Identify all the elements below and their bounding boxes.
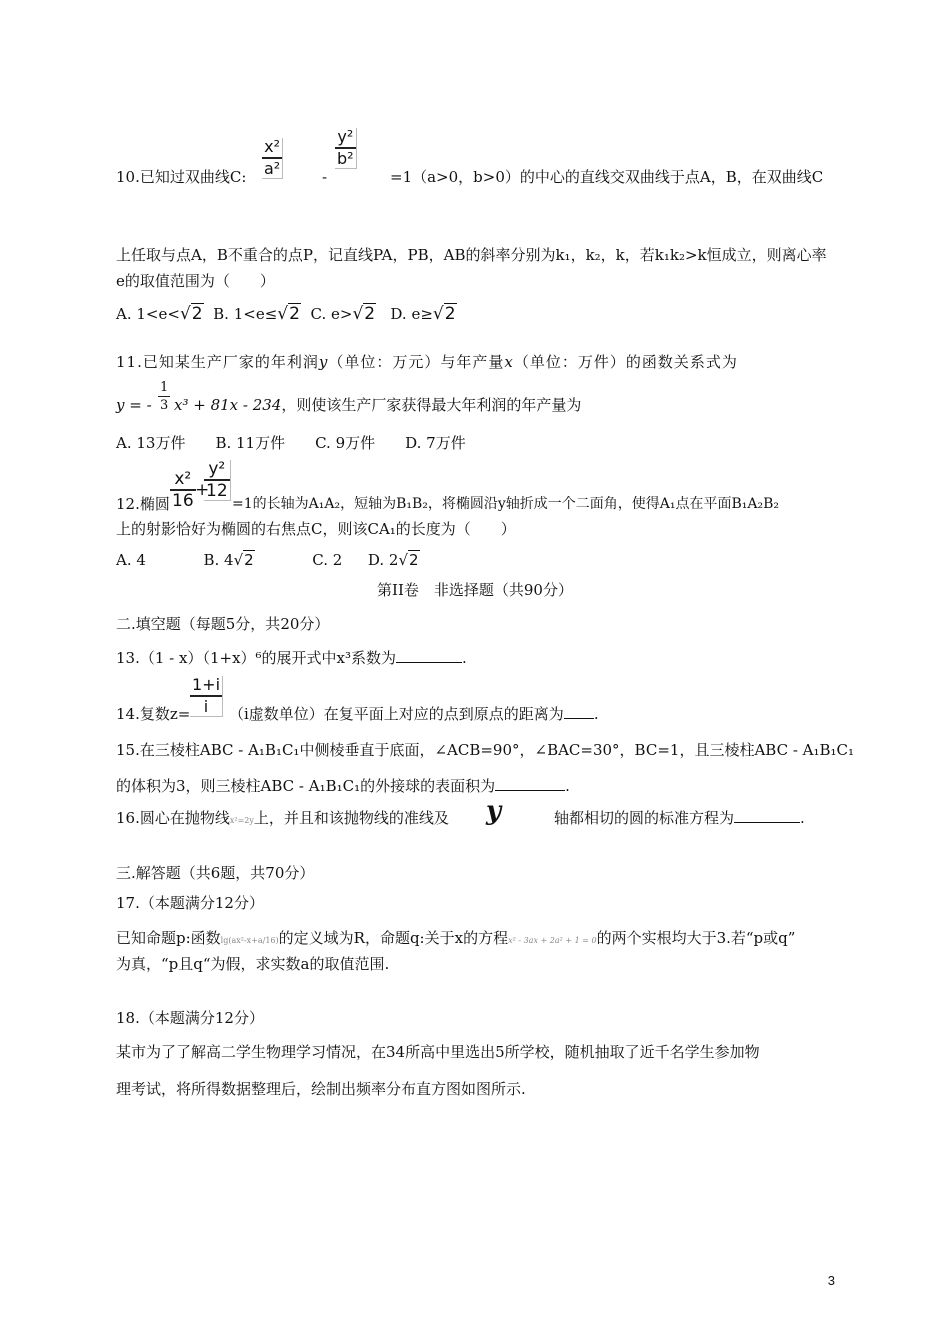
q10-option-d: D. e≥√2 xyxy=(390,304,456,324)
q11-formula-line: y = - xyxy=(116,396,152,414)
q10-option-b: B. 1<e≤√2 xyxy=(213,304,300,324)
page-number: 3 xyxy=(827,1273,835,1288)
q10-line3: e的取值范围为（ ） xyxy=(116,272,275,290)
q16-y-symbol: y xyxy=(486,796,502,826)
q16-line: 16.圆心在抛物线x²=2y上，并且和该抛物线的准线及 xyxy=(116,809,449,827)
q10-option-a: A. 1<e<√2 xyxy=(116,304,203,324)
q10-minus: - xyxy=(322,168,328,186)
q12-prefix: 12.椭圆 xyxy=(116,495,170,513)
q14-rest: （i虚数单位）在复平面上对应的点到原点的距离为 . xyxy=(229,705,599,723)
q18-heading: 18.（本题满分12分） xyxy=(116,1009,264,1027)
q15-line1: 15.在三棱柱ABC - A₁B₁C₁中侧棱垂直于底面，∠ACB=90°，∠BAC=30°，BC=1，且三棱柱ABC - A₁B₁C₁ xyxy=(116,741,855,759)
q17-line2: 为真，“p且q“为假，求实数a的取值范围. xyxy=(116,955,390,973)
q17-heading: 17.（本题满分12分） xyxy=(116,894,264,912)
part2-title: 第II卷 非选择题（共90分） xyxy=(377,581,573,599)
q12-options xyxy=(116,550,420,570)
q16-rest: 轴都相切的圆的标准方程为 . xyxy=(554,809,805,827)
q10-fraction-y2-b2: y² b² xyxy=(335,128,357,169)
q11-line1: 11.已知某生产厂家的年利润y（单位：万元）与年产量x（单位：万件）的函数关系式为 xyxy=(116,353,738,371)
q14-fraction: 1+i i xyxy=(190,676,223,717)
q12-fraction-y2-12: y² 12 xyxy=(204,460,231,501)
q14-prefix: 14.复数z= xyxy=(116,705,191,723)
q10-line1-rest: =1（a>0，b>0）的中心的直线交双曲线于点A，B，在双曲线C xyxy=(390,168,824,186)
q12-fraction-x2-16: x² 16 xyxy=(172,469,194,511)
q10-options xyxy=(116,304,457,324)
q17-line1: 已知命题p:函数lg(ax²-x+a/16)的定义域为R，命题q:关于x的方程x² - 3ax + 2a² + 1 = 0的两个实根均大于3.若“p或q” xyxy=(116,929,796,947)
q18-line2: 理考试，将所得数据整理后，绘制出频率分布直方图如图所示. xyxy=(116,1080,526,1098)
q13: 13.（1 - x）（1+x）⁶的展开式中x³系数为 . xyxy=(116,649,467,667)
q11-options: A. 13万件 B. 11万件 C. 9万件 D. 7万件 xyxy=(116,434,466,452)
q12-option-d: D. 2√2 xyxy=(367,551,419,569)
section3-heading: 三.解答题（共6题，共70分） xyxy=(116,864,315,882)
q12-line2: 上的射影恰好为椭圆的右焦点C，则该CA₁的长度为（ ） xyxy=(116,520,516,538)
q10-option-c: C. e>√2 xyxy=(310,304,376,324)
q12-line1-rest: =1的长轴为A₁A₂，短轴为B₁B₂，将椭圆沿y轴折成一个二面角，使得A₁点在平面B₁A₂B₂ xyxy=(232,496,780,512)
q10-line1: 10.已知过双曲线C: xyxy=(116,168,247,186)
q11-formula-fraction: 1 3 xyxy=(160,380,169,413)
q12-option-b: B. 4√2 xyxy=(203,551,254,569)
q11-formula-rest: x³ + 81x - 234，则使该生产厂家获得最大年利润的年产量为 xyxy=(174,396,582,414)
q10-line2: 上任取与点A，B不重合的点P，记直线PA，PB，AB的斜率分别为k₁，k₂，k，若k₁k₂>k恒成立，则离心率 xyxy=(116,246,827,264)
q12-option-a: A. 4 xyxy=(116,551,146,569)
q12-plus: + xyxy=(195,480,210,500)
section2-heading: 二.填空题（每题5分，共20分） xyxy=(116,615,330,633)
q15-line2: 的体积为3，则三棱柱ABC - A₁B₁C₁的外接球的表面积为 . xyxy=(116,777,570,795)
q12-option-c: C. 2 xyxy=(312,551,343,569)
q10-fraction-x2-a2: x² a² xyxy=(262,138,283,179)
q18-line1: 某市为了了解高二学生物理学习情况，在34所高中里选出5所学校，随机抽取了近千名学生参加物 xyxy=(116,1043,760,1061)
